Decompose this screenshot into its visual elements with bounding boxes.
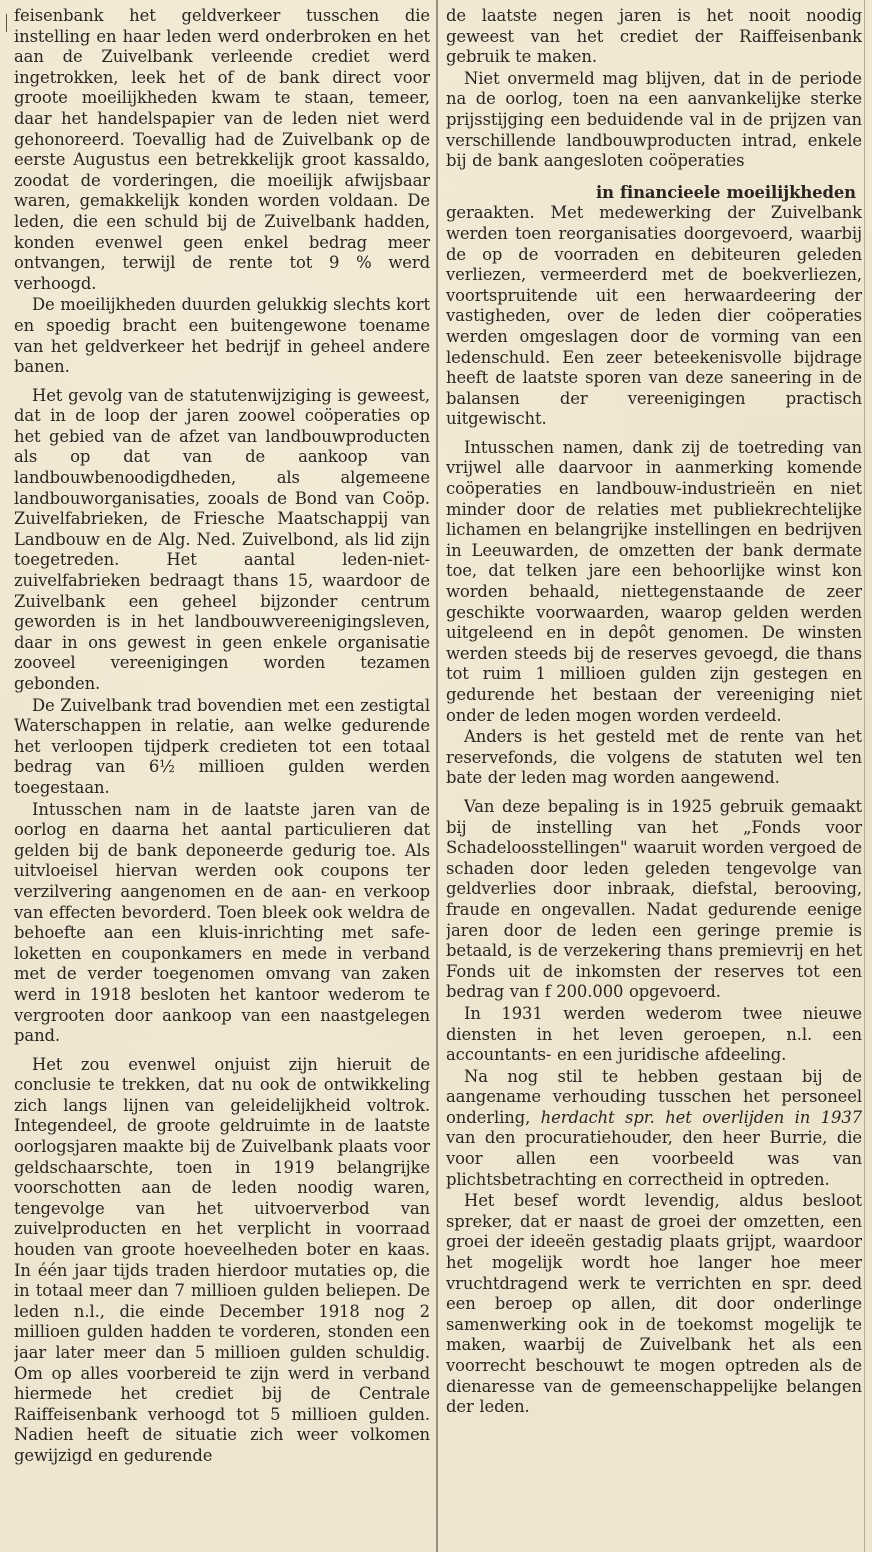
italic-phrase: herdacht spr. het overlijden in 1937 [540, 1107, 862, 1127]
paragraph-continuation: de laatste negen jaren is het nooit noodig geweest van het crediet der Raiffeisenbank gebruik te maken. [446, 6, 862, 67]
paragraph: Van deze bepaling is in 1925 gebruik gemaakt bij de instelling van het „Fonds voor Schadeloosstellingen" waaruit worden vergoed de schaden door leden geleden tengevolge van geldverlies door inbraak, diefstal, berooving, fraude en ongevallen. Nadat gedurende eenige jaren door de leden een geringe premie is betaald, is de verzekering thans premievrij en het Fonds uit de inkomsten der reserves tot een bedrag van f 200.000 opgevoerd. [446, 796, 862, 1002]
paragraph: De Zuivelbank trad bovendien met een zestigtal Waterschappen in relatie, aan welke gedurende het verloopen tijdperk credieten tot een totaal bedrag van 6½ millioen gulden werden toegestaan. [14, 695, 430, 797]
column-divider [436, 0, 438, 1552]
paragraph: Het gevolg van de statutenwijziging is geweest, dat in de loop der jaren zoowel coöperaties op het gebied van de afzet van landbouwproducten als op dat van de aankoop van landbouwbenoodigdheden, als algemeene landbouworganisaties, zooals de Bond van Coöp. Zuivelfabrieken, de Friesche Maatschappij van Landbouw en de Alg. Ned. Zuivelbond, als lid zijn toegetreden. Het aantal leden-niet-zuivelfabrieken bedraagt thans 15, waardoor de Zuivelbank een geheel bijzonder centrum geworden is in het landbouwvereenigingsleven, daar in ons gewest in geen enkele organisatie zooveel vereenigingen worden tezamen gebonden. [14, 385, 430, 693]
paragraph-continuation: geraakten. Met medewerking der Zuivelbank werden toen reorganisaties doorgevoerd, waarbij de op de voorraden en debiteuren geleden verliezen, vermeerderd met de boekverliezen, voortspruitende uit een herwaardeering der vastigheden, over de leden dier coöperaties werden omgeslagen door de vorming van een ledenschuld. Een zeer beteekenisvolle bijdrage heeft de laatste sporen van deze saneering in de balansen der vereenigingen practisch uitgewischt. [446, 203, 862, 429]
paragraph: In 1931 werden wederom twee nieuwe diensten in het leven geroepen, n.l. een accountants- en een juridische afdeeling. [446, 1003, 862, 1065]
paragraph: Het besef wordt levendig, aldus besloot spreker, dat er naast de groei der omzetten, een groei der ideeën gestadig plaats grijpt, waardoor het mogelijk wordt hoe langer hoe meer vruchtdragend werk te verrichten en spr. deed een beroep op allen, dit door onderlinge samenwerking ook in de toekomst mogelijk te maken, waarbij de Zuivelbank het als een voorrecht beschouwt te mogen optreden als de dienaresse van de gemeenschappelijke belangen der leden. [446, 1191, 862, 1417]
paragraph: Het zou evenwel onjuist zijn hieruit de conclusie te trekken, dat nu ook de ontwikkeling zich langs lijnen van geleidelijkheid voltrok. Integendeel, de groote geldruimte in de laatste oorlogsjaren maakte bij de Zuivelbank plaats voor geldschaarschte, toen in 1919 belangrijke voorschotten aan de leden noodig waren, tengevolge van het uitvoerverbod van zuivelproducten en het verplicht in voorraad houden van groote hoeveelheden boter en kaas. In één jaar tijds traden hierdoor mutaties op, die in totaal meer dan 7 millioen gulden beliepen. De leden n.l., die einde December 1918 nog 2 millioen gulden hadden te vorderen, stonden een jaar later meer dan 5 millioen gulden schuldig. Om op alles voorbereid te zijn werd in verband hiermede het crediet bij de Centrale Raiffeisenbank verhoogd tot 5 millioen gulden. Nadien heeft de situatie zich weer volkomen gewijzigd en gedurende [14, 1054, 430, 1465]
paragraph: Intusschen nam in de laatste jaren van de oorlog en daarna het aantal particulieren dat gelden bij de bank deponeerde gedurig toe. Als uitvloeisel hiervan werden ook coupons ter verzilvering aangenomen en de aan- en verkoop van effecten bevorderd. Toen bleek ook weldra de behoefte aan een kluis-inrichting met safe-loketten en couponkamers en mede in verband met de verder toegenomen omvang van zaken werd in 1918 besloten het kantoor wederom te vergrooten door aankoop van een naastgelegen pand. [14, 799, 430, 1046]
paragraph: Anders is het gesteld met de rente van het reservefonds, die volgens de statuten wel ten bate der leden mag worden aangewend. [446, 727, 862, 788]
section-subheading: in financieele moeilijkheden [595, 182, 856, 202]
paragraph: Niet onvermeld mag blijven, dat in de periode na de oorlog, toen na een aanvankelijke sterke prijsstijging een beduidende val in de prijzen van verschillende landbouwproducten intrad, enkele bij de bank aangesloten coöperaties [446, 68, 862, 171]
paragraph-text: van den procuratiehouder, den heer Burrie, die voor allen een voorbeeld was van plichtsbetrachting en correctheid in optreden. [446, 1128, 862, 1189]
paragraph [446, 1067, 862, 1191]
left-column [14, 6, 430, 1467]
paragraph: Intusschen namen, dank zij de toetreding van vrijwel alle daarvoor in aanmerking komende coöperaties en landbouw-industrieën en niet minder door de relaties met publiekrechtelijke lichamen en belangrijke instellingen en bedrijven in Leeuwarden, de omzetten der bank dermate toe, dat telken jare een behoorlijke winst kon worden behaald, niettegenstaande de zeer geschikte voorwaarden, waarop gelden werden uitgeleend en in depôt genomen. De winsten werden steeds bij de reserves gevoegd, die thans tot ruim 1 millioen gulden zijn gestegen en gedurende het bestaan der vereeniging niet onder de leden mogen worden verdeeld. [446, 437, 862, 725]
paragraph-text: Na nog stil te hebben gestaan bij de aangename verhouding tusschen het personeel onderling, [446, 1066, 862, 1127]
paragraph-continuation: feisenbank het geldverkeer tusschen die instelling en haar leden werd onderbroken en het aan de Zuivelbank verleende crediet werd ingetrokken, leek het of de bank direct voor groote moeilijkheden kwam te staan, temeer, daar het handelspapier van de leden niet werd gehonoreerd. Toevallig had de Zuivelbank op de eerste Augustus een betrekkelijk groot kassaldo, zoodat de vorderingen, die moeilijk afwijsbaar waren, gemakkelijk konden worden voldaan. De leden, die een schuld bij de Zuivelbank hadden, konden evenwel geen enkel bedrag meer ontvangen, terwijl de rente tot 9 % werd verhoogd. [14, 6, 430, 293]
right-column [446, 6, 862, 1418]
paragraph: De moeilijkheden duurden gelukkig slechts kort en spoedig bracht een buitengewone toename van het geldverkeer het bedrijf in geheel andere banen. [14, 295, 430, 377]
right-edge-rule [864, 0, 865, 1552]
margin-mark [6, 14, 7, 32]
